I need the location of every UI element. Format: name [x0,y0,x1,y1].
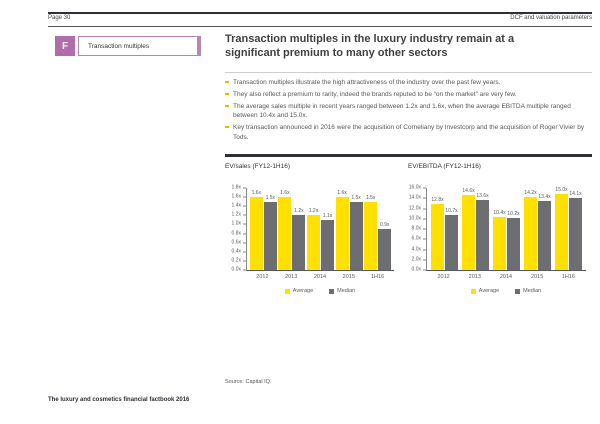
bar-average-2012 [250,197,263,270]
y-tick-label: 8.0x [411,225,421,232]
bullet-list [225,78,587,145]
y-tick-label: 1.0x [231,220,241,227]
bar-column [445,188,458,270]
bar-average-2014 [307,215,320,270]
legend-item-average [285,288,313,294]
bar-median-2012 [264,202,277,270]
chart-title-ev-sales: EV/sales (FY12-1H16) [225,163,291,170]
bullet-text: They also reflect a premium to rarity, indeed the brands reputed to be “on the market” are very few. [233,90,517,98]
bar-value-label: 1.6x [337,190,347,197]
bar-group-1H16 [555,188,583,270]
chart-ev-sales [228,184,394,294]
legend-swatch-icon [329,289,334,294]
bar-value-label: 13.4x [538,194,551,201]
x-axis-labels [246,274,394,280]
bar-value-label: 10.7x [445,208,458,215]
bar-column [250,188,263,270]
plot-area [426,188,586,271]
bar-value-label: 10.4x [493,209,506,216]
bar-group-2015 [335,188,363,270]
section-letter-badge: F [55,36,75,56]
bar-median-2013 [476,200,489,270]
header-section-label: DCF and valuation parameters [510,15,592,21]
bar-average-2015 [524,197,537,270]
bar-median-2014 [507,218,520,270]
bar-median-1H16 [569,198,582,270]
bar-value-label: 1.5x [351,194,361,201]
legend-item-median [515,288,541,294]
source-note: Source: Capital IQ. [225,379,272,385]
bar-group-2014 [306,188,334,270]
legend-swatch-icon [515,289,520,294]
bullet-icon [225,105,229,107]
bullet-item [225,123,587,142]
y-axis [228,184,246,273]
x-tick-label: 2012 [437,274,450,280]
x-tick-label: 2015 [531,274,544,280]
bar-column [476,188,489,270]
bullets-top-rule [225,72,592,73]
bullet-item [225,78,587,87]
bar-median-2015 [538,201,551,270]
bar-column [321,188,334,270]
y-tick-label: 10.0x [408,215,421,222]
bar-value-label: 13.6x [476,193,489,200]
bar-average-2013 [462,195,475,270]
legend-item-average [471,288,499,294]
bar-value-label: 10.2x [507,210,520,217]
bar-value-label: 1.5x [365,194,376,201]
page-title: Transaction multiples in the luxury industry remain at a significant premium to many other sectors [225,33,515,60]
chart-ev-ebitda [408,184,586,294]
bar-median-2014 [321,220,334,270]
bar-column [307,188,320,270]
bar-value-label: 1.6x [280,190,290,197]
y-tick-label: 6.0x [411,235,421,242]
y-tick-label: 0.6x [231,239,241,246]
chart-legend [426,288,586,294]
bar-column [364,188,377,270]
bar-value-label: 0.9x [379,222,390,228]
y-tick-label: 1.4x [231,202,241,209]
bullet-item [225,102,587,121]
x-tick-label: 2013 [285,274,298,280]
chart-title-ev-ebitda: EV/EBITDA (FY12-1H16) [408,163,481,170]
y-tick-label: 16.0x [408,184,421,191]
bar-value-label: 15.0x [555,187,568,193]
bar-value-label: 1.2x [308,208,319,215]
bar-group-2013 [462,188,490,270]
y-tick-label: 12.0x [408,205,421,211]
bar-value-label: 1.6x [251,190,262,197]
bar-column [507,188,520,270]
bullet-text: The average sales multiple in recent years ranged between 1.2x and 1.6x, when the average EBITDA multiple ranged between 10.4x and 15.0x. [233,102,571,120]
x-axis-labels [426,274,586,280]
x-tick-label: 2014 [313,274,327,280]
bar-column [292,188,305,270]
page-number: Page 30 [48,15,71,21]
bullet-text: Key transaction announced in 2016 were the acquisition of Corneliany by Investcorp and the acquisition of Roger Vivier by Tods. [233,124,585,141]
legend-item-median [329,288,355,294]
charts-top-rule [225,154,592,157]
bar-median-1H16 [378,229,391,270]
bar-group-2015 [524,188,552,270]
bar-group-2012 [249,188,277,270]
bar-value-label: 1.1x [322,212,333,219]
bullet-icon [225,93,229,95]
bar-value-label: 12.8x [431,197,444,204]
legend-swatch-icon [285,289,290,294]
header-sub-rule [48,26,592,27]
y-tick-label: 1.2x [231,211,241,218]
legend-label: Average [478,288,500,294]
y-tick-label: 4.0x [411,246,421,252]
document-footer: The luxury and cosmetics financial factbook 2016 [48,397,190,403]
bar-median-2013 [292,215,305,270]
bar-value-label: 14.6x [462,188,475,195]
bar-average-2013 [278,197,291,270]
bar-average-1H16 [555,194,568,270]
y-tick-label: 0.2x [231,257,241,264]
bullet-item [225,90,587,99]
bar-column [462,188,475,270]
bar-average-1H16 [364,202,377,270]
y-tick-label: 0.8x [231,230,241,237]
section-tab-label: Transaction multiples [88,42,150,50]
legend-label: Average [292,288,314,294]
section-tab [78,36,201,56]
legend-swatch-icon [471,289,476,294]
x-tick-label: 2013 [468,274,481,280]
bar-average-2014 [493,217,506,270]
bar-column [336,188,349,270]
bar-column [378,188,391,270]
bar-value-label: 14.1x [569,190,582,197]
legend-label: Median [337,288,356,294]
y-tick-label: 1.6x [231,193,241,200]
bar-column [264,188,277,270]
bar-value-label: 14.2x [524,190,537,197]
x-tick-label: 2012 [256,274,269,280]
y-tick-label: 0.0x [411,266,421,273]
bar-column [431,188,444,270]
bar-group-1H16 [364,188,392,270]
y-tick-label: 2.0x [411,256,421,263]
bar-group-2013 [278,188,306,270]
y-axis [408,184,426,273]
bullet-text: Transaction multiples illustrate the high attractiveness of the industry over the past few years. [233,79,501,86]
bar-column [524,188,537,270]
bar-median-2015 [350,202,363,270]
x-tick-label: 2015 [342,274,355,280]
plot-area [246,188,394,271]
bar-average-2015 [336,197,349,270]
x-tick-label: 1H16 [561,274,575,280]
y-tick-label: 1.8x [231,184,241,191]
bar-column [555,188,568,270]
bar-column [278,188,291,270]
legend-label: Median [523,288,542,294]
bar-average-2012 [431,204,444,270]
y-tick-label: 14.0x [408,194,421,201]
y-tick-label: 0.0x [231,266,241,273]
bullet-icon [225,81,229,83]
chart-legend [246,288,394,294]
y-tick-label: 0.4x [231,248,241,255]
bar-value-label: 1.5x [265,194,276,201]
bar-column [350,188,363,270]
bar-column [538,188,551,270]
bar-group-2012 [431,188,459,270]
bar-column [493,188,506,270]
bullet-icon [225,126,229,128]
bar-value-label: 1.2x [294,208,304,215]
header-top-rule [48,12,592,14]
x-tick-label: 1H16 [371,274,385,280]
bar-median-2012 [445,215,458,270]
bar-group-2014 [493,188,521,270]
x-tick-label: 2014 [499,274,513,280]
bar-column [569,188,582,270]
